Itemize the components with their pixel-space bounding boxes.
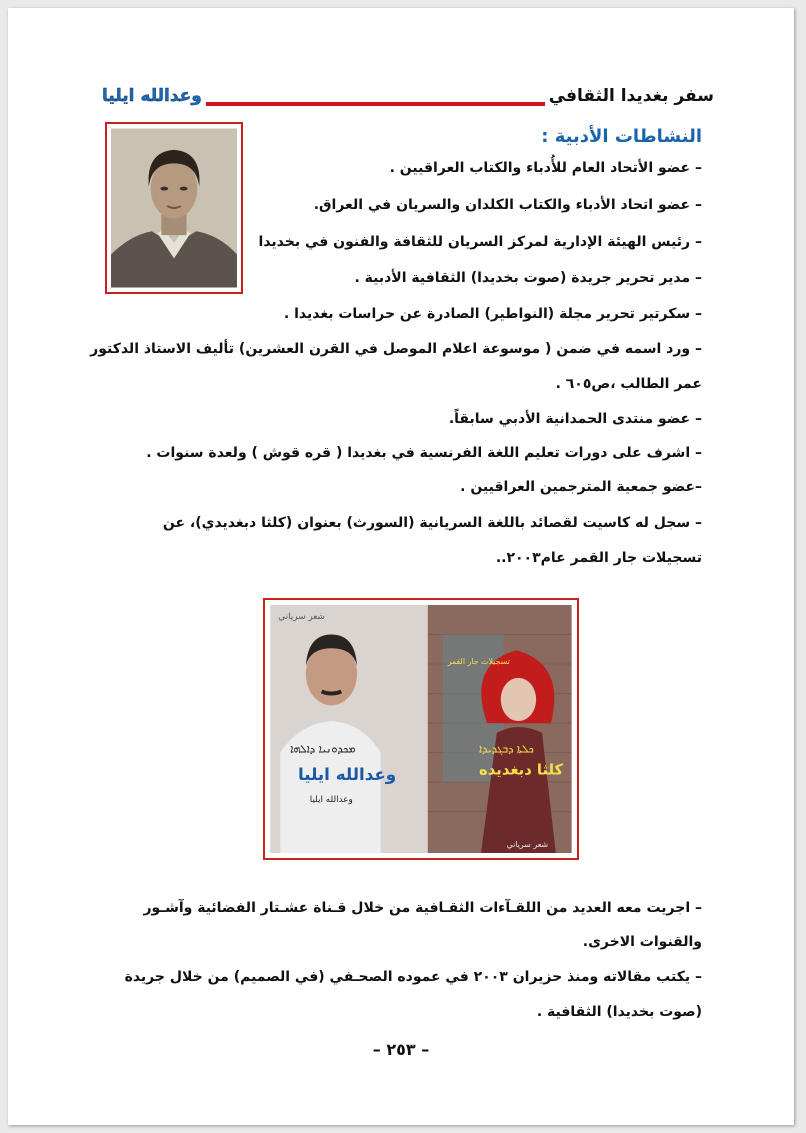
list-item: – عضو الأتحاد العام للأُدباء والكتاب العراقيين . (389, 160, 702, 176)
document-page (8, 8, 794, 1125)
cover-artwork (270, 605, 572, 853)
cover-label-bottom-right: شعر سرياني (506, 840, 549, 850)
cover-author-name: وعدالله ايليا (297, 764, 397, 785)
cover-author-name-small: وعدالله ايليا (309, 794, 353, 805)
list-item: – سجل له كاسيت لقصائد باللغة السريانية (السورث) بعنوان (كلثا دبغديدي)، عن (162, 515, 702, 531)
list-item: – عضو منتدى الحمدانية الأدبي سابقاً. (448, 411, 702, 427)
author-portrait (105, 122, 243, 294)
portrait-image (111, 128, 237, 288)
header-author-title: وعدالله ايليا (98, 86, 206, 106)
list-item: – عضو اتحاد الأدباء والكتاب الكلدان والسريان في العراق. (313, 197, 702, 213)
list-item: – رئيس الهيئة الإدارية لمركز السريان للثقافة والفنون في بخديدا (258, 234, 702, 250)
cover-title-syriac-right: ܟܠܬܐ ܕܒܓܕܝܕܐ (479, 742, 534, 756)
cover-title-arabic-right: كلثا دبغديده (479, 761, 564, 779)
header-book-title: سفر بغديدا الثقافي (545, 86, 718, 106)
list-item: – سكرتير تحرير مجلة (النواطير) الصادرة عن حراسات بغديدا . (283, 306, 702, 322)
page-header (98, 88, 718, 112)
section-title: النشاطات الأدبية : (541, 126, 702, 147)
list-item-continuation: تسجيلات جار القمر عام٢٠٠٣.. (495, 550, 702, 566)
list-item-continuation: عمر الطالب ،ص٦٠٥ . (555, 376, 702, 392)
paragraph-line: – اجريت معه العديد من اللقـآءات الثقـافية من خلال قـناة عشـتار الفضائية وآشـور (143, 900, 702, 916)
paragraph-line-continuation: (صوت بخديدا) الثقافية . (536, 1004, 702, 1020)
paragraph-line: – يكتب مقالاته ومنذ حزيران ٢٠٠٣ في عموده الصحـفي (في الصميم) من خلال جريدة (124, 969, 702, 985)
cover-label-label: تسجيلات جار القمر (447, 657, 510, 667)
list-item: –عضو جمعية المترجمين العراقيين . (460, 479, 702, 495)
list-item: – مدير تحرير جريدة (صوت بخديدا) الثقافية الأدبية . (354, 270, 702, 286)
cover-label-top-left: شعر سرياني (278, 611, 325, 622)
cassette-cover-image (263, 598, 579, 860)
page-number: – ٢٥٣ – (372, 1040, 430, 1059)
cover-title-syriac-left: ܡܟܕܘܢܝܐ ܕܐܠܗܐ (290, 742, 356, 756)
list-item: – اشرف على دورات تعليم اللغة الفرنسية في بغديدا ( قره قوش ) ولعدة سنوات . (146, 445, 702, 461)
paragraph-line-continuation: والقنوات الاخرى. (582, 934, 702, 950)
list-item: – ورد اسمه في ضمن ( موسوعة اعلام الموصل في القرن العشرين) تأليف الاستاذ الدكتور (90, 341, 702, 357)
